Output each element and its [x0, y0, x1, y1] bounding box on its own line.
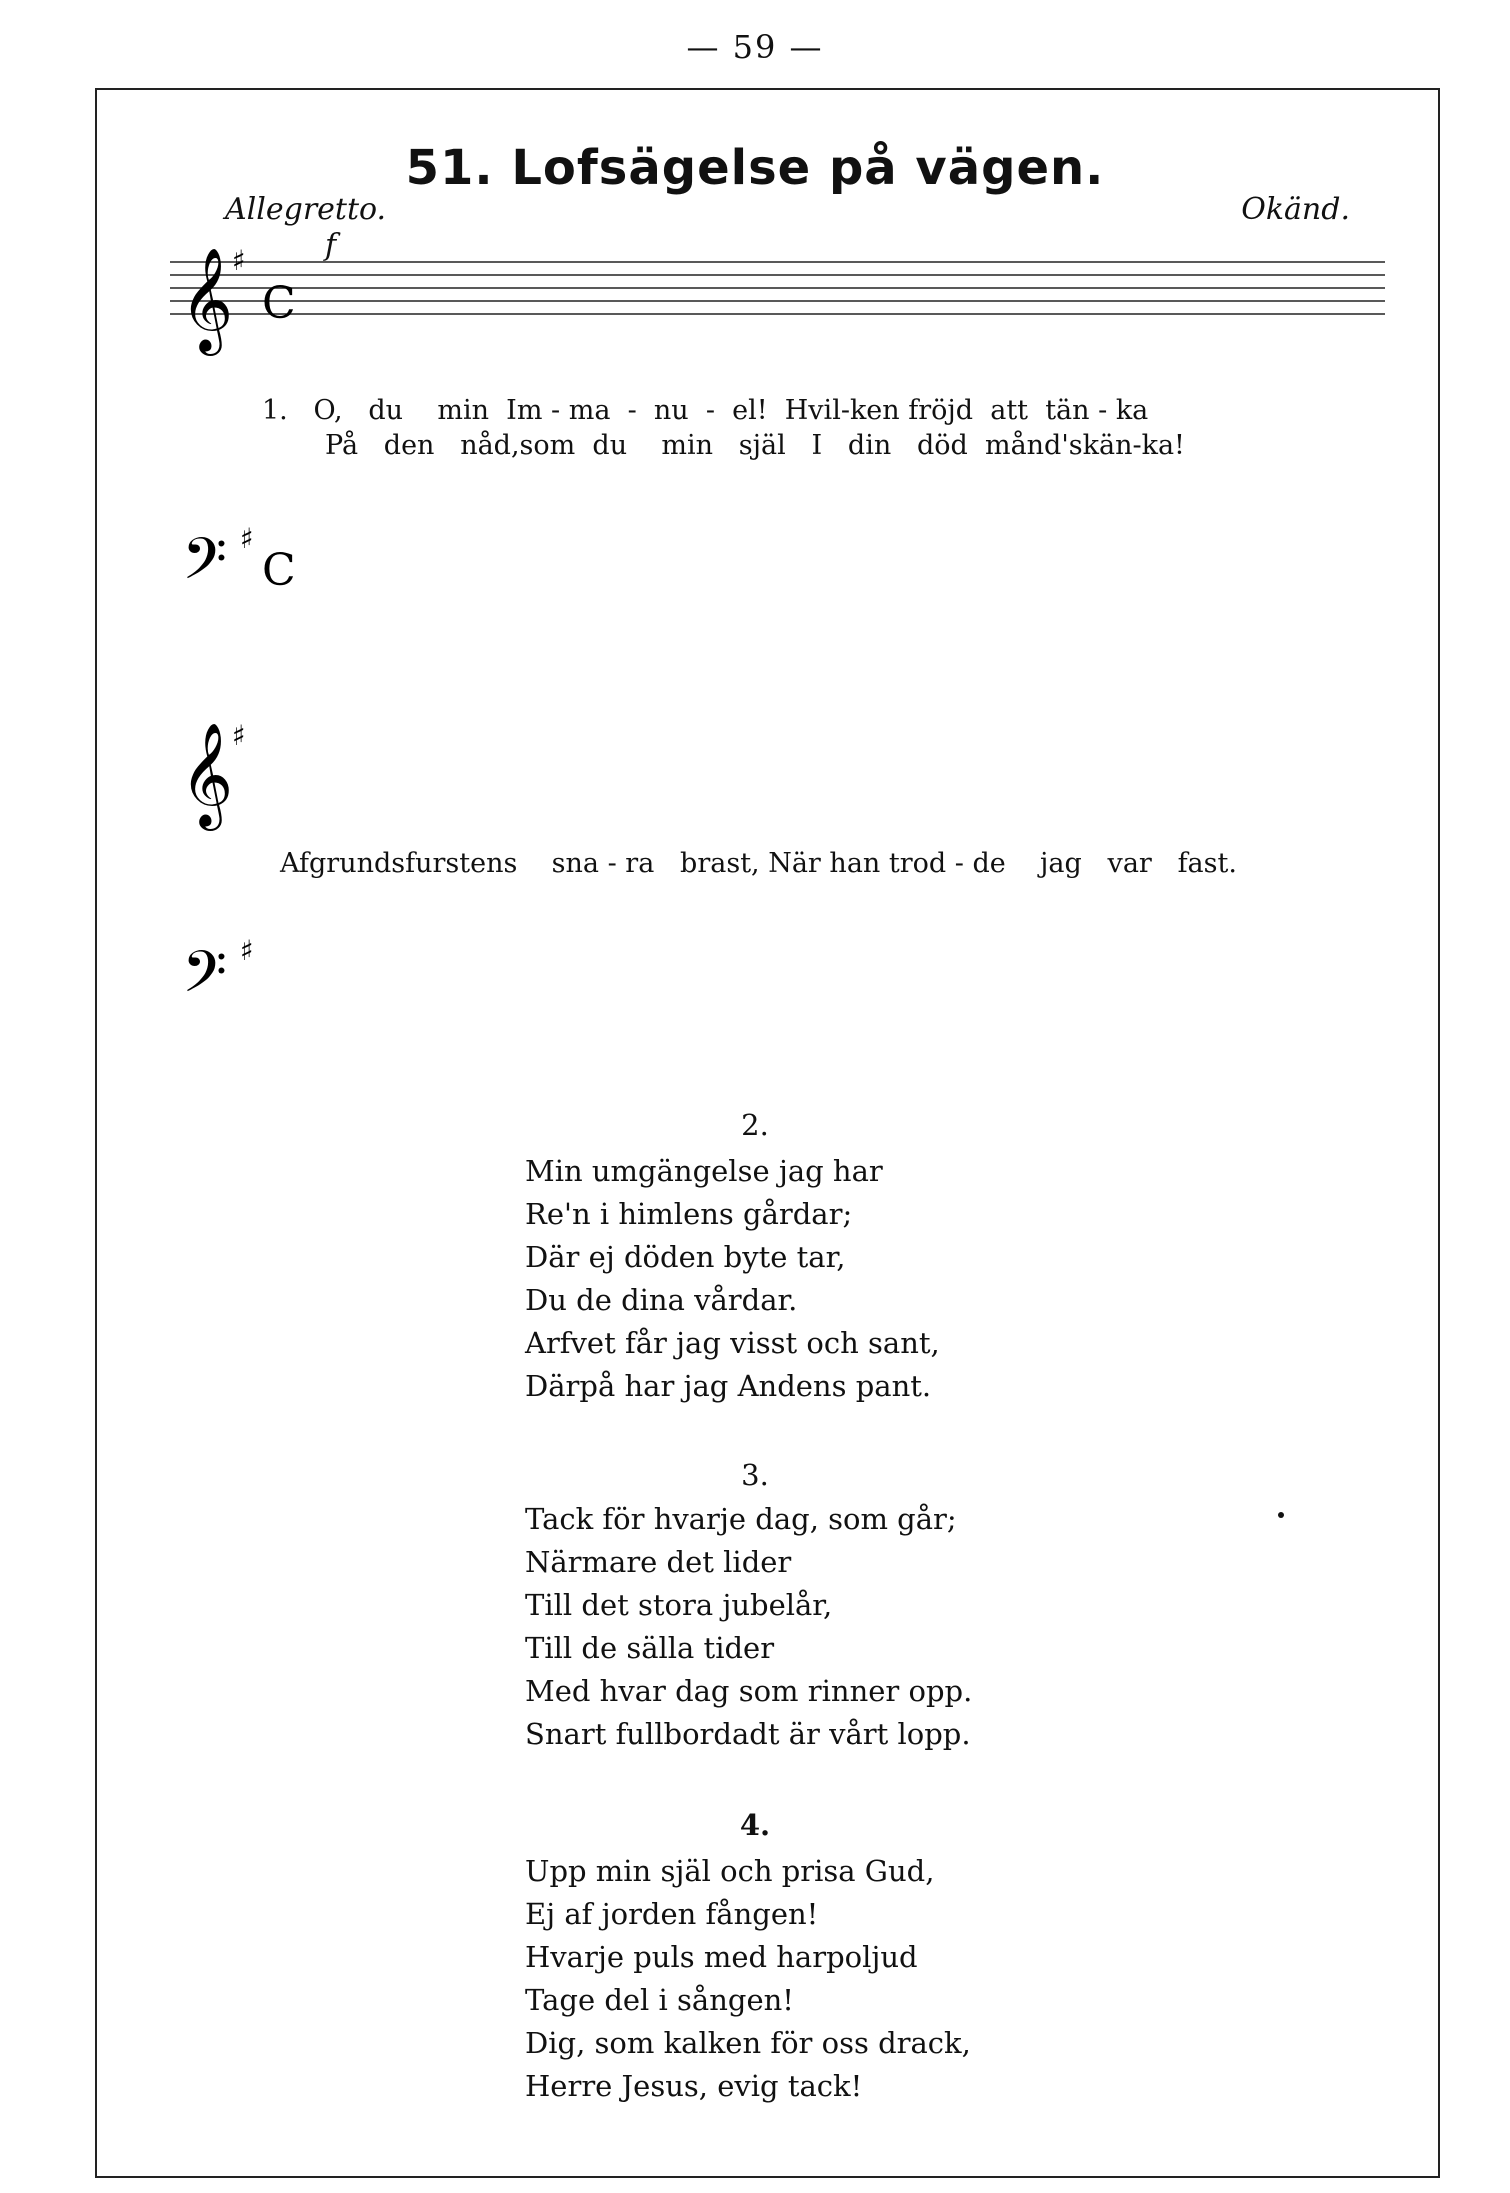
lyrics-line-2: På den nåd,som du min själ I din död månd'skän-ka! [325, 430, 1185, 461]
verse-line: Tage del i sången! [525, 1983, 794, 2017]
composer: Okänd. [1241, 192, 1350, 227]
tempo-marking: Allegretto. [225, 192, 387, 227]
verse-line: Snart fullbordadt är vårt lopp. [525, 1717, 971, 1751]
verse-line: Arfvet får jag visst och sant, [525, 1326, 940, 1360]
verse-line: Hvarje puls med harpoljud [525, 1940, 918, 1974]
verse-number-3: 3. [741, 1458, 769, 1492]
time-signature-treble: C [262, 278, 296, 329]
verse-line: Till de sälla tider [525, 1631, 775, 1665]
verse-2 [525, 1150, 940, 1408]
verse-3 [525, 1498, 972, 1756]
verse-line: Närmare det lider [525, 1545, 792, 1579]
verse-line: Därpå har jag Andens pant. [525, 1369, 932, 1403]
verse-line: Dig, som kalken för oss drack, [525, 2026, 971, 2060]
lyrics-line-3: Afgrundsfurstens sna - ra brast, När han trod - de jag var fast. [280, 848, 1237, 879]
page-number: — 59 — [686, 28, 824, 66]
treble-clef-icon-2: 𝄞 [180, 722, 234, 827]
verse-line: Upp min själ och prisa Gud, [525, 1854, 935, 1888]
verse-line: Min umgängelse jag har [525, 1154, 883, 1188]
verse-line: Ej af jorden fången! [525, 1897, 819, 1931]
bass-clef-icon: 𝄢 [182, 525, 228, 607]
ink-dot [1278, 1512, 1284, 1518]
key-signature-treble: ♯ [232, 244, 246, 277]
dynamic-marking: f [325, 228, 337, 263]
verse-4 [525, 1850, 971, 2108]
hymn-title: 51. Lofsägelse på vägen. [405, 140, 1105, 196]
key-signature-bass: ♯ [240, 522, 254, 555]
lyrics-line-1: 1. O, du min Im - ma - nu - el! Hvil-ken fröjd att tän - ka [262, 395, 1149, 426]
verse-number-4: 4. [739, 1808, 771, 1842]
time-signature-bass: C [262, 545, 296, 596]
verse-line: Till det stora jubelår, [525, 1588, 833, 1622]
verse-line: Du de dina vårdar. [525, 1283, 798, 1317]
key-signature-bass-2: ♯ [240, 934, 254, 967]
bass-clef-icon-2: 𝄢 [182, 938, 228, 1020]
verse-line: Herre Jesus, evig tack! [525, 2069, 863, 2103]
treble-clef-icon: 𝄞 [180, 247, 234, 352]
key-signature-treble-2: ♯ [232, 719, 246, 752]
verse-line: Tack för hvarje dag, som går; [525, 1502, 957, 1536]
verse-number-2: 2. [741, 1108, 769, 1142]
verse-line: Re'n i himlens gårdar; [525, 1197, 853, 1231]
verse-line: Där ej döden byte tar, [525, 1240, 846, 1274]
verse-line: Med hvar dag som rinner opp. [525, 1674, 973, 1708]
